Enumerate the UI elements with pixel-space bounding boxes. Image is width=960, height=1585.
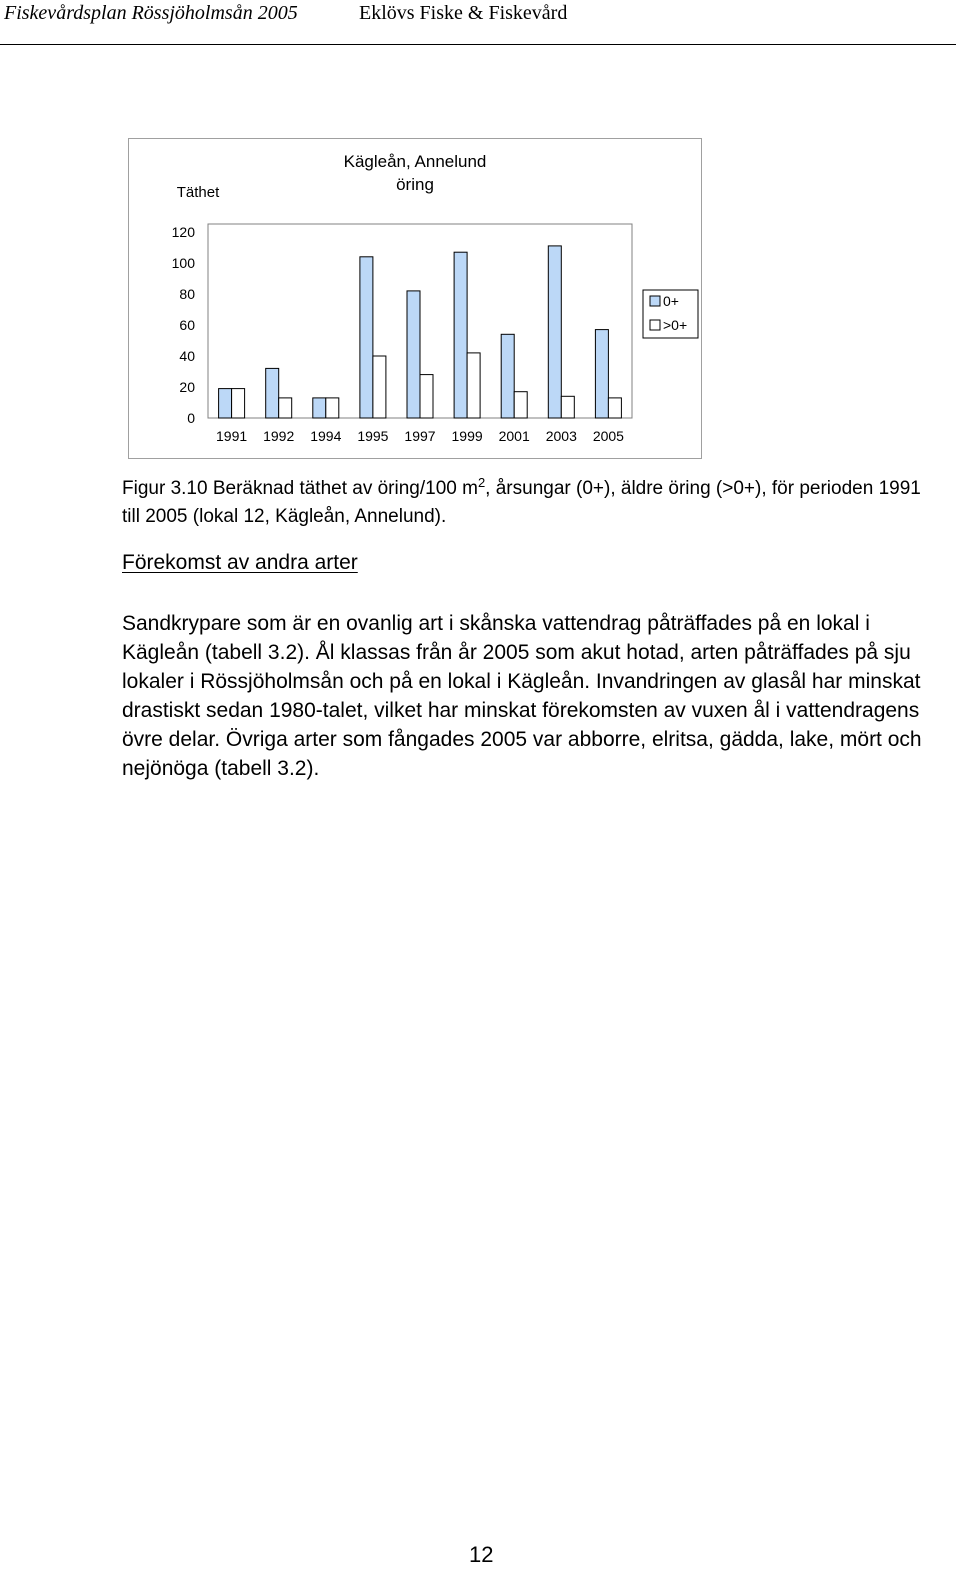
section-paragraph: Sandkrypare som är en ovanlig art i skånska vattendrag påträffades på en lokal i Kägleån (tabell 3.2). Ål klassas från år 2005 som akut hotad, arten påträffades på sju lokaler i Rössjöholmsån och på en lokal i Kägleån. Invandringen av glasål har minskat drastiskt sedan 1980-talet, vilket har minskat förekomsten av vuxen ål i vattendragens övre delar. Övriga arter som fångades 2005 var abborre, elritsa, gädda, lake, mört och nejönöga (tabell 3.2). [122,612,922,780]
y-axis-label: Täthet [176,184,220,201]
bar-0plus-2003 [548,246,561,418]
caption-text-end: , årsungar (0+), äldre öring (>0+), för perioden 1991 till 2005 (lokal 12, Kägleån, Annelund). [122,478,921,527]
bar-older-2003 [561,396,574,418]
bar-older-1994 [326,398,339,418]
caption-text-start: Figur 3.10 Beräknad täthet av öring/100 m [122,478,478,499]
y-tick-labels [172,224,196,426]
bar-0plus-1994 [313,398,326,418]
page-number: 12 [469,1542,494,1567]
bar-0plus-2005 [595,330,608,418]
bar-0plus-1992 [266,368,279,418]
y-tick-label-0: 0 [187,410,195,426]
x-tick-label-2005: 2005 [592,428,624,444]
bar-0plus-1991 [219,389,232,418]
legend-swatch-older [650,320,660,330]
bar-0plus-1995 [360,257,373,418]
bar-older-2001 [514,392,527,418]
header-organization: Eklövs Fiske & Fiskevård [359,2,568,24]
chart-title: Kägleån, Annelund [343,152,487,171]
legend-swatch-0plus [650,296,660,306]
page-header [0,0,956,45]
x-tick-label-2001: 2001 [498,428,530,444]
y-tick-label-100: 100 [171,255,195,271]
bar-older-1997 [420,375,433,418]
x-tick-label-1994: 1994 [310,428,342,444]
density-bar-chart [129,139,701,458]
y-tick-label-120: 120 [171,224,195,240]
x-tick-label-1995: 1995 [357,428,389,444]
x-tick-label-1997: 1997 [404,428,436,444]
bar-older-1999 [467,353,480,418]
legend-label-older: >0+ [663,317,688,333]
x-tick-label-1999: 1999 [451,428,483,444]
chart-frame [128,138,702,459]
y-tick-label-20: 20 [179,379,195,395]
bar-0plus-2001 [501,334,514,418]
section-heading: Förekomst av andra arter [122,551,358,574]
legend [643,290,698,338]
y-tick-label-60: 60 [179,317,195,333]
bar-older-2005 [608,398,621,418]
x-tick-label-2003: 2003 [545,428,577,444]
header-document-title: Fiskevårdsplan Rössjöholmsån 2005 [4,2,298,24]
bar-older-1995 [373,356,386,418]
bar-group [219,246,622,418]
x-tick-label-1991: 1991 [216,428,248,444]
x-tick-label-1992: 1992 [263,428,295,444]
chart-subtitle: öring [396,175,434,194]
bar-0plus-1997 [407,291,420,418]
legend-label-0plus: 0+ [663,293,679,309]
figure-caption [122,475,942,531]
y-tick-label-80: 80 [179,286,195,302]
y-tick-label-40: 40 [179,348,195,364]
caption-superscript: 2 [477,475,486,490]
bar-older-1991 [232,389,245,418]
bar-older-1992 [279,398,292,418]
bar-0plus-1999 [454,252,467,418]
x-tick-labels [216,428,624,444]
